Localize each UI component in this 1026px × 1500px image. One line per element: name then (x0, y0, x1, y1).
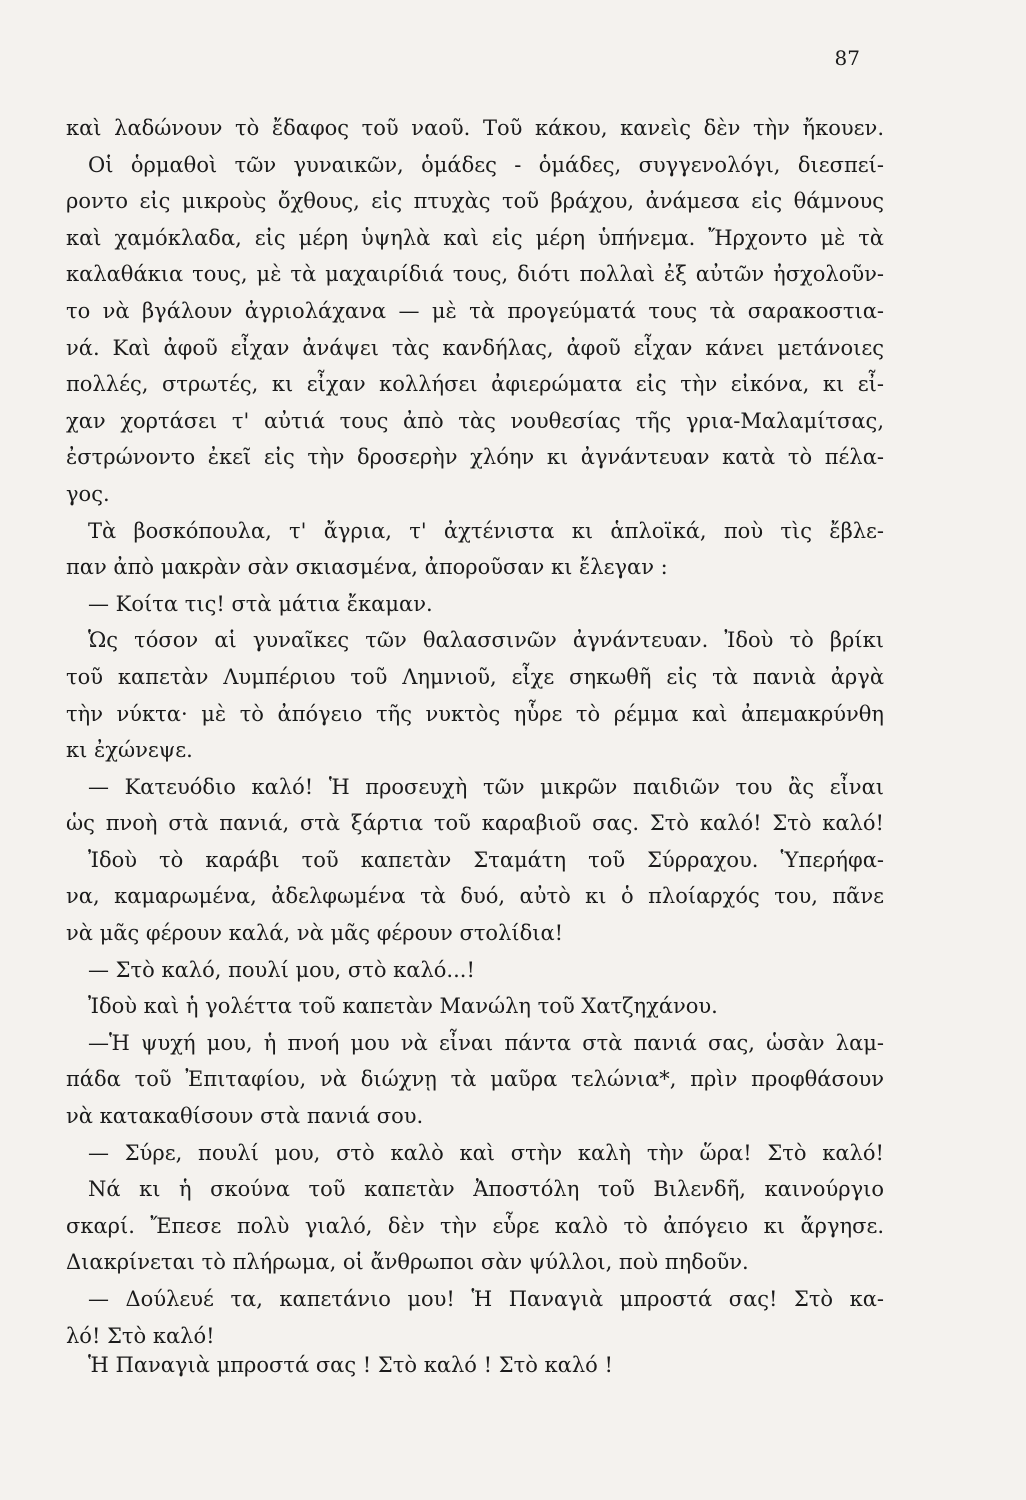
text-line: Τὰ βοσκόπουλα, τ' ἄγρια, τ' ἀχτένιστα κι ἁπλοϊκά, ποὺ τὶς ἔβλε- (88, 518, 884, 543)
text-line: παν ἀπὸ μακρὰν σὰν σκιασμένα, ἀποροῦσαν κι ἔλεγαν : (66, 555, 668, 580)
text-line: να, καμαρωμένα, ἀδελφωμένα τὰ δυό, αὐτὸ κι ὁ πλοίαρχός του, πᾶνε (66, 884, 884, 909)
text-line: νὰ κατακαθίσουν στὰ πανιά σου. (66, 1104, 424, 1129)
text-line: χαν χορτάσει τ' αὐτιά τους ἀπὸ τὰς νουθεσίας τῆς γρια-Μαλαμίτσας, (66, 408, 884, 433)
text-line: — Δούλευέ τα, καπετάνιο μου! Ἡ Παναγιὰ μπροστά σας! Στὸ κα- (88, 1287, 884, 1311)
text-line: — Κατευόδιο καλό! Ἡ προσευχὴ τῶν μικρῶν παιδιῶν του ἂς εἶναι (88, 774, 884, 799)
text-line: Ἰδοὺ τὸ καράβι τοῦ καπετὰν Σταμάτη τοῦ Σύρραχου. Ὑπερήφα- (88, 847, 884, 872)
text-line: Ὡς τόσον αἱ γυναῖκες τῶν θαλασσινῶν ἀγνάντευαν. Ἰδοὺ τὸ βρίκι (88, 628, 884, 653)
text-line: καλαθάκια τους, μὲ τὰ μαχαιρίδιά τους, διότι πολλαὶ ἐξ αὐτῶν ἠσχολοῦν- (66, 262, 884, 287)
text-line: Διακρίνεται τὸ πλήρωμα, οἱ ἄνθρωποι σὰν ψύλλοι, ποὺ πηδοῦν. (66, 1250, 749, 1275)
text-line: ροντο εἰς μικροὺς ὄχθους, εἰς πτυχὰς τοῦ βράχου, ἀνάμεσα εἰς θάμνους (66, 189, 884, 214)
text-line: σκαρί. Ἔπεσε πολὺ γιαλό, δὲν τὴν εὗρε καλὸ τὸ ἀπόγειο κι ἄργησε. (66, 1213, 884, 1238)
text-line: πολλές, στρωτές, κι εἶχαν κολλήσει ἀφιερώματα εἰς τὴν εἰκόνα, κι εἶ- (66, 372, 884, 397)
text-line: ἐστρώνοντο ἐκεῖ εἰς τὴν δροσερὴν χλόην κι ἀγνάντευαν κατὰ τὸ πέλα- (66, 445, 884, 470)
text-line: καὶ χαμόκλαδα, εἰς μέρη ὑψηλὰ καὶ εἰς μέρη ὑπήνεμα. Ἤρχοντο μὲ τὰ (66, 225, 884, 250)
text-line: λό! Στὸ καλό! (66, 1323, 215, 1348)
text-line: ὡς πνοὴ στὰ πανιά, στὰ ξάρτια τοῦ καραβιοῦ σας. Στὸ καλό! Στὸ καλό! (66, 811, 884, 836)
closing-line: Ἡ Παναγιὰ μπροστά σας ! Στὸ καλό ! Στὸ καλό ! (88, 1353, 613, 1377)
text-line: τοῦ καπετὰν Λυμπέριου τοῦ Λημνιοῦ, εἶχε σηκωθῆ εἰς τὰ πανιὰ ἀργὰ (66, 664, 884, 689)
text-line: καὶ λαδώνουν τὸ ἔδαφος τοῦ ναοῦ. Τοῦ κάκου, κανεὶς δὲν τὴν ἤκουεν. (66, 116, 884, 140)
text-line: γος. (66, 481, 110, 506)
text-line: τὴν νύκτα· μὲ τὸ ἀπόγειο τῆς νυκτὸς ηὗρε τὸ ρέμμα καὶ ἀπεμακρύνθη (66, 701, 884, 726)
text-line: Οἱ ὁρμαθοὶ τῶν γυναικῶν, ὁμάδες - ὁμάδες, συγγενολόγι, διεσπεί- (88, 152, 884, 177)
text-line: — Σύρε, πουλί μου, στὸ καλὸ καὶ στὴν καλὴ τὴν ὥρα! Στὸ καλό! (88, 1140, 884, 1165)
text-line: το νὰ βγάλουν ἀγριολάχανα — μὲ τὰ προγεύματά τους τὰ σαρακοστια- (66, 298, 884, 323)
text-line: — Κοίτα τις! στὰ μάτια ἔκαμαν. (88, 591, 433, 616)
text-line: νὰ μᾶς φέρουν καλά, νὰ μᾶς φέρουν στολίδια! (66, 921, 564, 946)
text-line: Ἰδοὺ καὶ ἡ γολέττα τοῦ καπετὰν Μανώλη τοῦ Χατζηχάνου. (88, 994, 718, 1019)
text-line: Νά κι ἡ σκούνα τοῦ καπετὰν Ἀποστόλη τοῦ Βιλενδῆ, καινούργιο (88, 1177, 884, 1202)
text-line: κι ἐχώνεψε. (66, 738, 193, 763)
text-line: νά. Καὶ ἀφοῦ εἶχαν ἀνάψει τὰς κανδήλας, ἀφοῦ εἶχαν κάνει μετάνοιες (66, 335, 884, 360)
text-line: πάδα τοῦ Ἐπιταφίου, νὰ διώχνῃ τὰ μαῦρα τελώνια*, πρὶν προφθάσουν (66, 1067, 884, 1092)
body-text (66, 110, 884, 1354)
text-line: —Ἡ ψυχή μου, ἡ πνοή μου νὰ εἶναι πάντα στὰ πανιά σας, ὡσὰν λαμ- (88, 1030, 884, 1055)
page-number: 87 (834, 46, 860, 70)
text-line: — Στὸ καλό, πουλί μου, στὸ καλό...! (88, 957, 475, 982)
